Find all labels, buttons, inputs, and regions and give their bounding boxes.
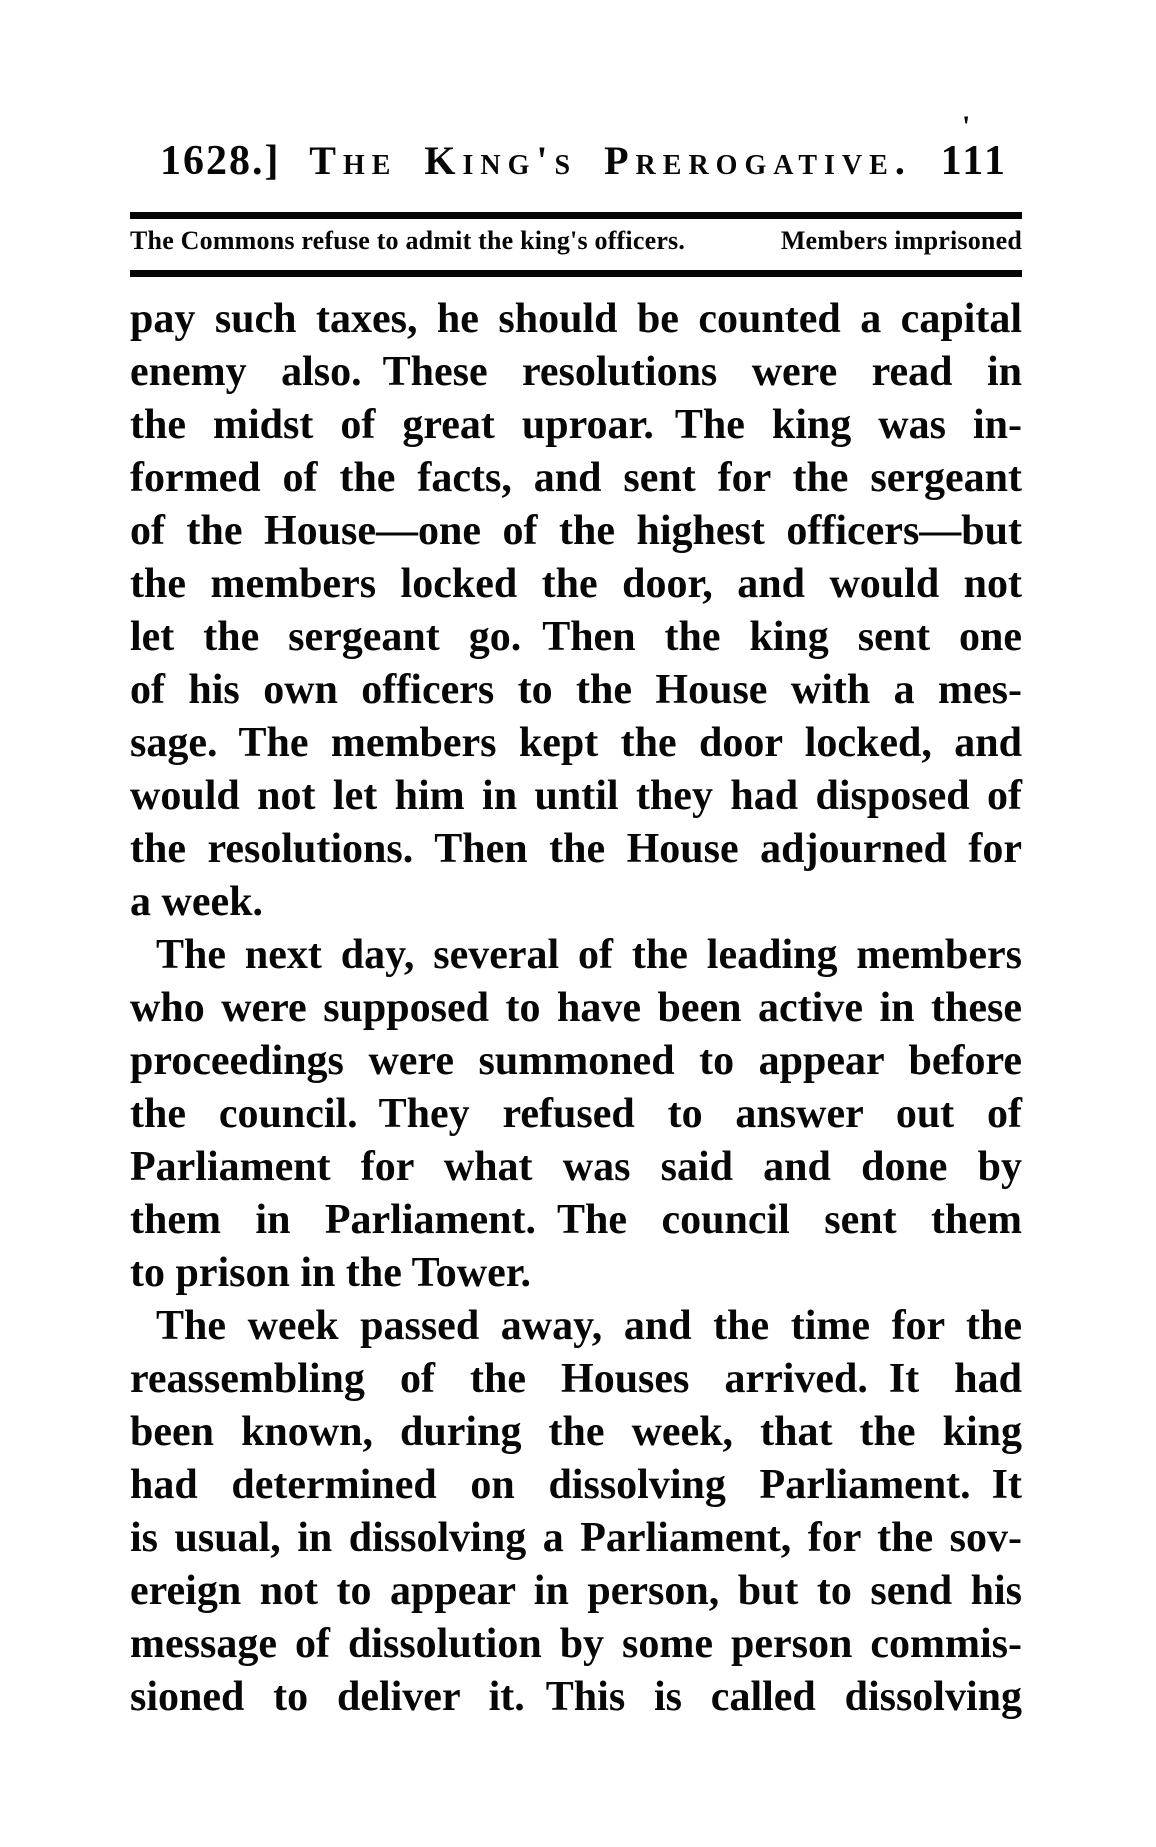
paragraph xyxy=(130,929,1022,1300)
paragraph xyxy=(130,293,1022,929)
paragraph xyxy=(130,1300,1022,1724)
text-line: the council. They refused to answer out of xyxy=(130,1091,1022,1137)
text-line: let the sergeant go. Then the king sent one xyxy=(130,614,1022,660)
text-line: Parliament for what was said and done by xyxy=(130,1144,1022,1190)
running-head xyxy=(130,136,1022,186)
page-number: 111 xyxy=(940,138,1008,184)
text-line: proceedings were summoned to appear before xyxy=(130,1038,1022,1084)
text-line: the midst of great uproar. The king was in- xyxy=(130,402,1022,448)
text-line: to prison in the Tower. xyxy=(130,1250,532,1296)
text-line: them in Parliament. The council sent them xyxy=(130,1197,1022,1243)
header-year: 1628.] xyxy=(160,138,281,184)
divider-rule-top xyxy=(130,212,1022,219)
text-line: enemy also. These resolutions were read in xyxy=(130,349,1022,395)
text-line: reassembling of the Houses arrived. It had xyxy=(130,1356,1022,1402)
text-column xyxy=(130,0,1022,1724)
body-text xyxy=(130,293,1022,1724)
text-line: would not let him in until they had disposed of xyxy=(130,773,1022,819)
text-line: formed of the facts, and sent for the sergeant xyxy=(130,455,1022,501)
text-line: The next day, several of the leading members xyxy=(156,932,1022,978)
text-line: of the House—one of the highest officers—but xyxy=(130,508,1022,554)
summary-left: The Commons refuse to admit the king's officers. xyxy=(130,226,686,255)
text-line: the members locked the door, and would not xyxy=(130,561,1022,607)
text-line: message of dissolution by some person commis- xyxy=(130,1621,1022,1667)
text-line: pay such taxes, he should be counted a capital xyxy=(130,296,1022,342)
divider-rule-bottom xyxy=(130,270,1022,277)
summary-right: Members imprisoned xyxy=(780,226,1022,255)
text-line: had determined on dissolving Parliament. It xyxy=(130,1462,1022,1508)
text-line: sioned to deliver it. This is called dissolving xyxy=(130,1674,1022,1720)
text-line: the resolutions. Then the House adjourned for xyxy=(130,826,1022,872)
text-line: who were supposed to have been active in these xyxy=(130,985,1022,1031)
chapter-summary xyxy=(130,226,1022,256)
text-line: ereign not to appear in person, but to send his xyxy=(130,1568,1022,1614)
page-title: The King's Prerogative. xyxy=(309,138,912,183)
text-line: sage. The members kept the door locked, and xyxy=(130,720,1022,766)
scan-artifact-mark: ' xyxy=(962,110,971,143)
text-line: The week passed away, and the time for the xyxy=(156,1303,1022,1349)
text-line: is usual, in dissolving a Parliament, for the sov- xyxy=(130,1515,1022,1561)
text-line: of his own officers to the House with a mes- xyxy=(130,667,1022,713)
text-line: been known, during the week, that the king xyxy=(130,1409,1022,1455)
text-line: a week. xyxy=(130,879,263,925)
